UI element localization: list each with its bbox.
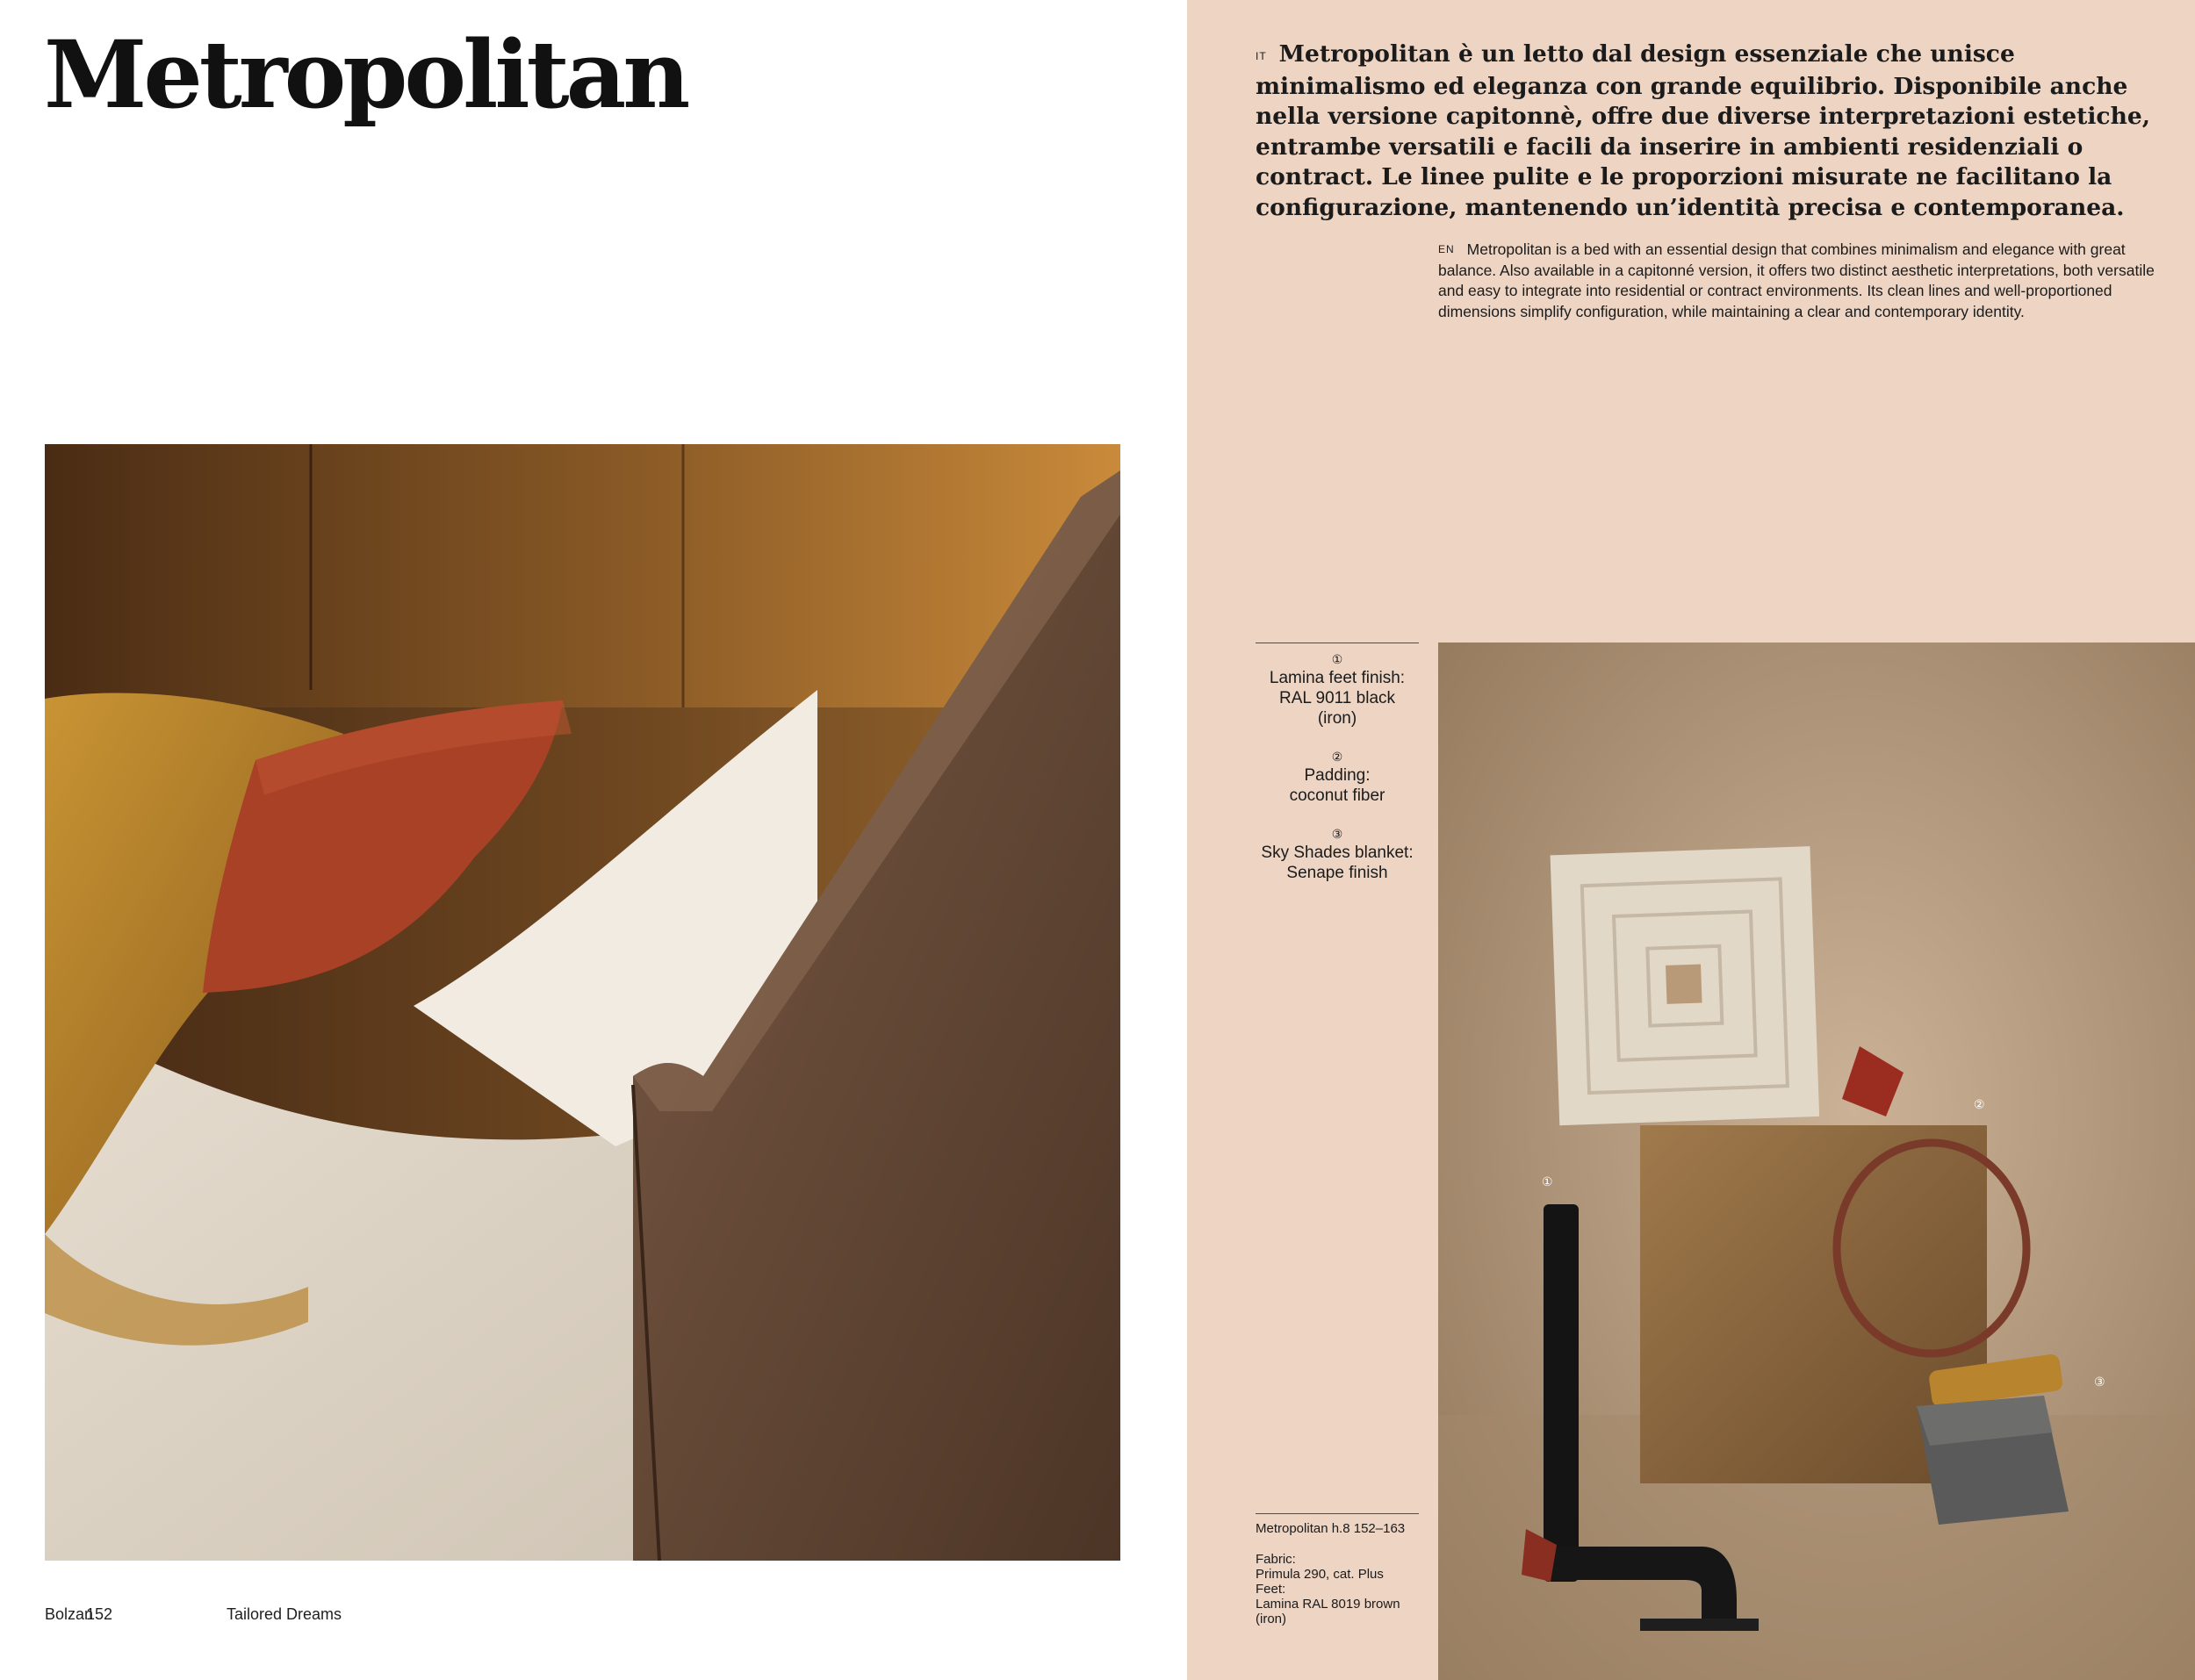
note-line: Lamina feet finish:	[1269, 669, 1406, 687]
note-number: ①	[1331, 652, 1343, 666]
footer-brand: Bolzan	[45, 1605, 94, 1623]
note-line: RAL 9011 black	[1278, 689, 1396, 707]
note-line: (iron)	[1317, 709, 1357, 728]
material-note	[1256, 650, 1419, 729]
note-line: Senape finish	[1286, 864, 1388, 882]
spec-line: Primula 290, cat. Plus	[1256, 1567, 1384, 1582]
material-note	[1256, 748, 1419, 806]
material-notes	[1256, 643, 1419, 902]
spec-line: Lamina RAL 8019 brown	[1256, 1597, 1400, 1612]
english-description	[1438, 240, 2158, 322]
note-number: ②	[1331, 750, 1343, 764]
it-language-tag: IT	[1256, 50, 1267, 62]
photo-marker-3: ③	[2094, 1375, 2105, 1389]
product-spec	[1256, 1513, 1419, 1626]
note-line: Padding:	[1304, 766, 1371, 785]
en-text: Metropolitan is a bed with an essential design that combines minimalism and elegance with great balance. Also available in a capitonné version, it offers two distinct aesthetic interpretations, both versatile and easy to integrate into residential or contract environments. Its clean lines and well-proportioned dimensions simplify configuration, while maintaining a clear and contemporary identity.	[1438, 241, 2155, 320]
italian-description	[1256, 39, 2151, 223]
footer-section: Tailored Dreams	[227, 1605, 342, 1623]
spec-title: Metropolitan h.8 152–163	[1256, 1521, 1406, 1536]
spec-line: (iron)	[1256, 1612, 1287, 1626]
material-note	[1256, 825, 1419, 883]
spec-line: Feet:	[1256, 1582, 1286, 1597]
photo-marker-1: ①	[1542, 1174, 1553, 1188]
it-text: Metropolitan è un letto dal design essenziale che unisce minimalismo ed eleganza con grande equilibrio. Disponibile anche nella versione capitonnè, offre due diverse interpretazioni estetiche, entrambe versatili e facili da inserire in ambienti residenziali o contract. Le linee pulite e le proporzioni misurate ne facilitano la configurazione, mantenendo un’identità precisa e contemporanea.	[1256, 40, 2150, 221]
spec-line: Fabric:	[1256, 1552, 1296, 1567]
photo-marker-2: ②	[1974, 1097, 1985, 1111]
en-language-tag: EN	[1438, 243, 1455, 255]
page-number: 152	[85, 1605, 112, 1623]
bed-photo	[45, 444, 1120, 1561]
materials-still-life-photo	[1438, 643, 2195, 1680]
note-line: Sky Shades blanket:	[1261, 844, 1414, 862]
note-line: coconut fiber	[1289, 786, 1385, 805]
note-number: ③	[1331, 827, 1343, 841]
page-title: Metropolitan	[44, 19, 687, 129]
